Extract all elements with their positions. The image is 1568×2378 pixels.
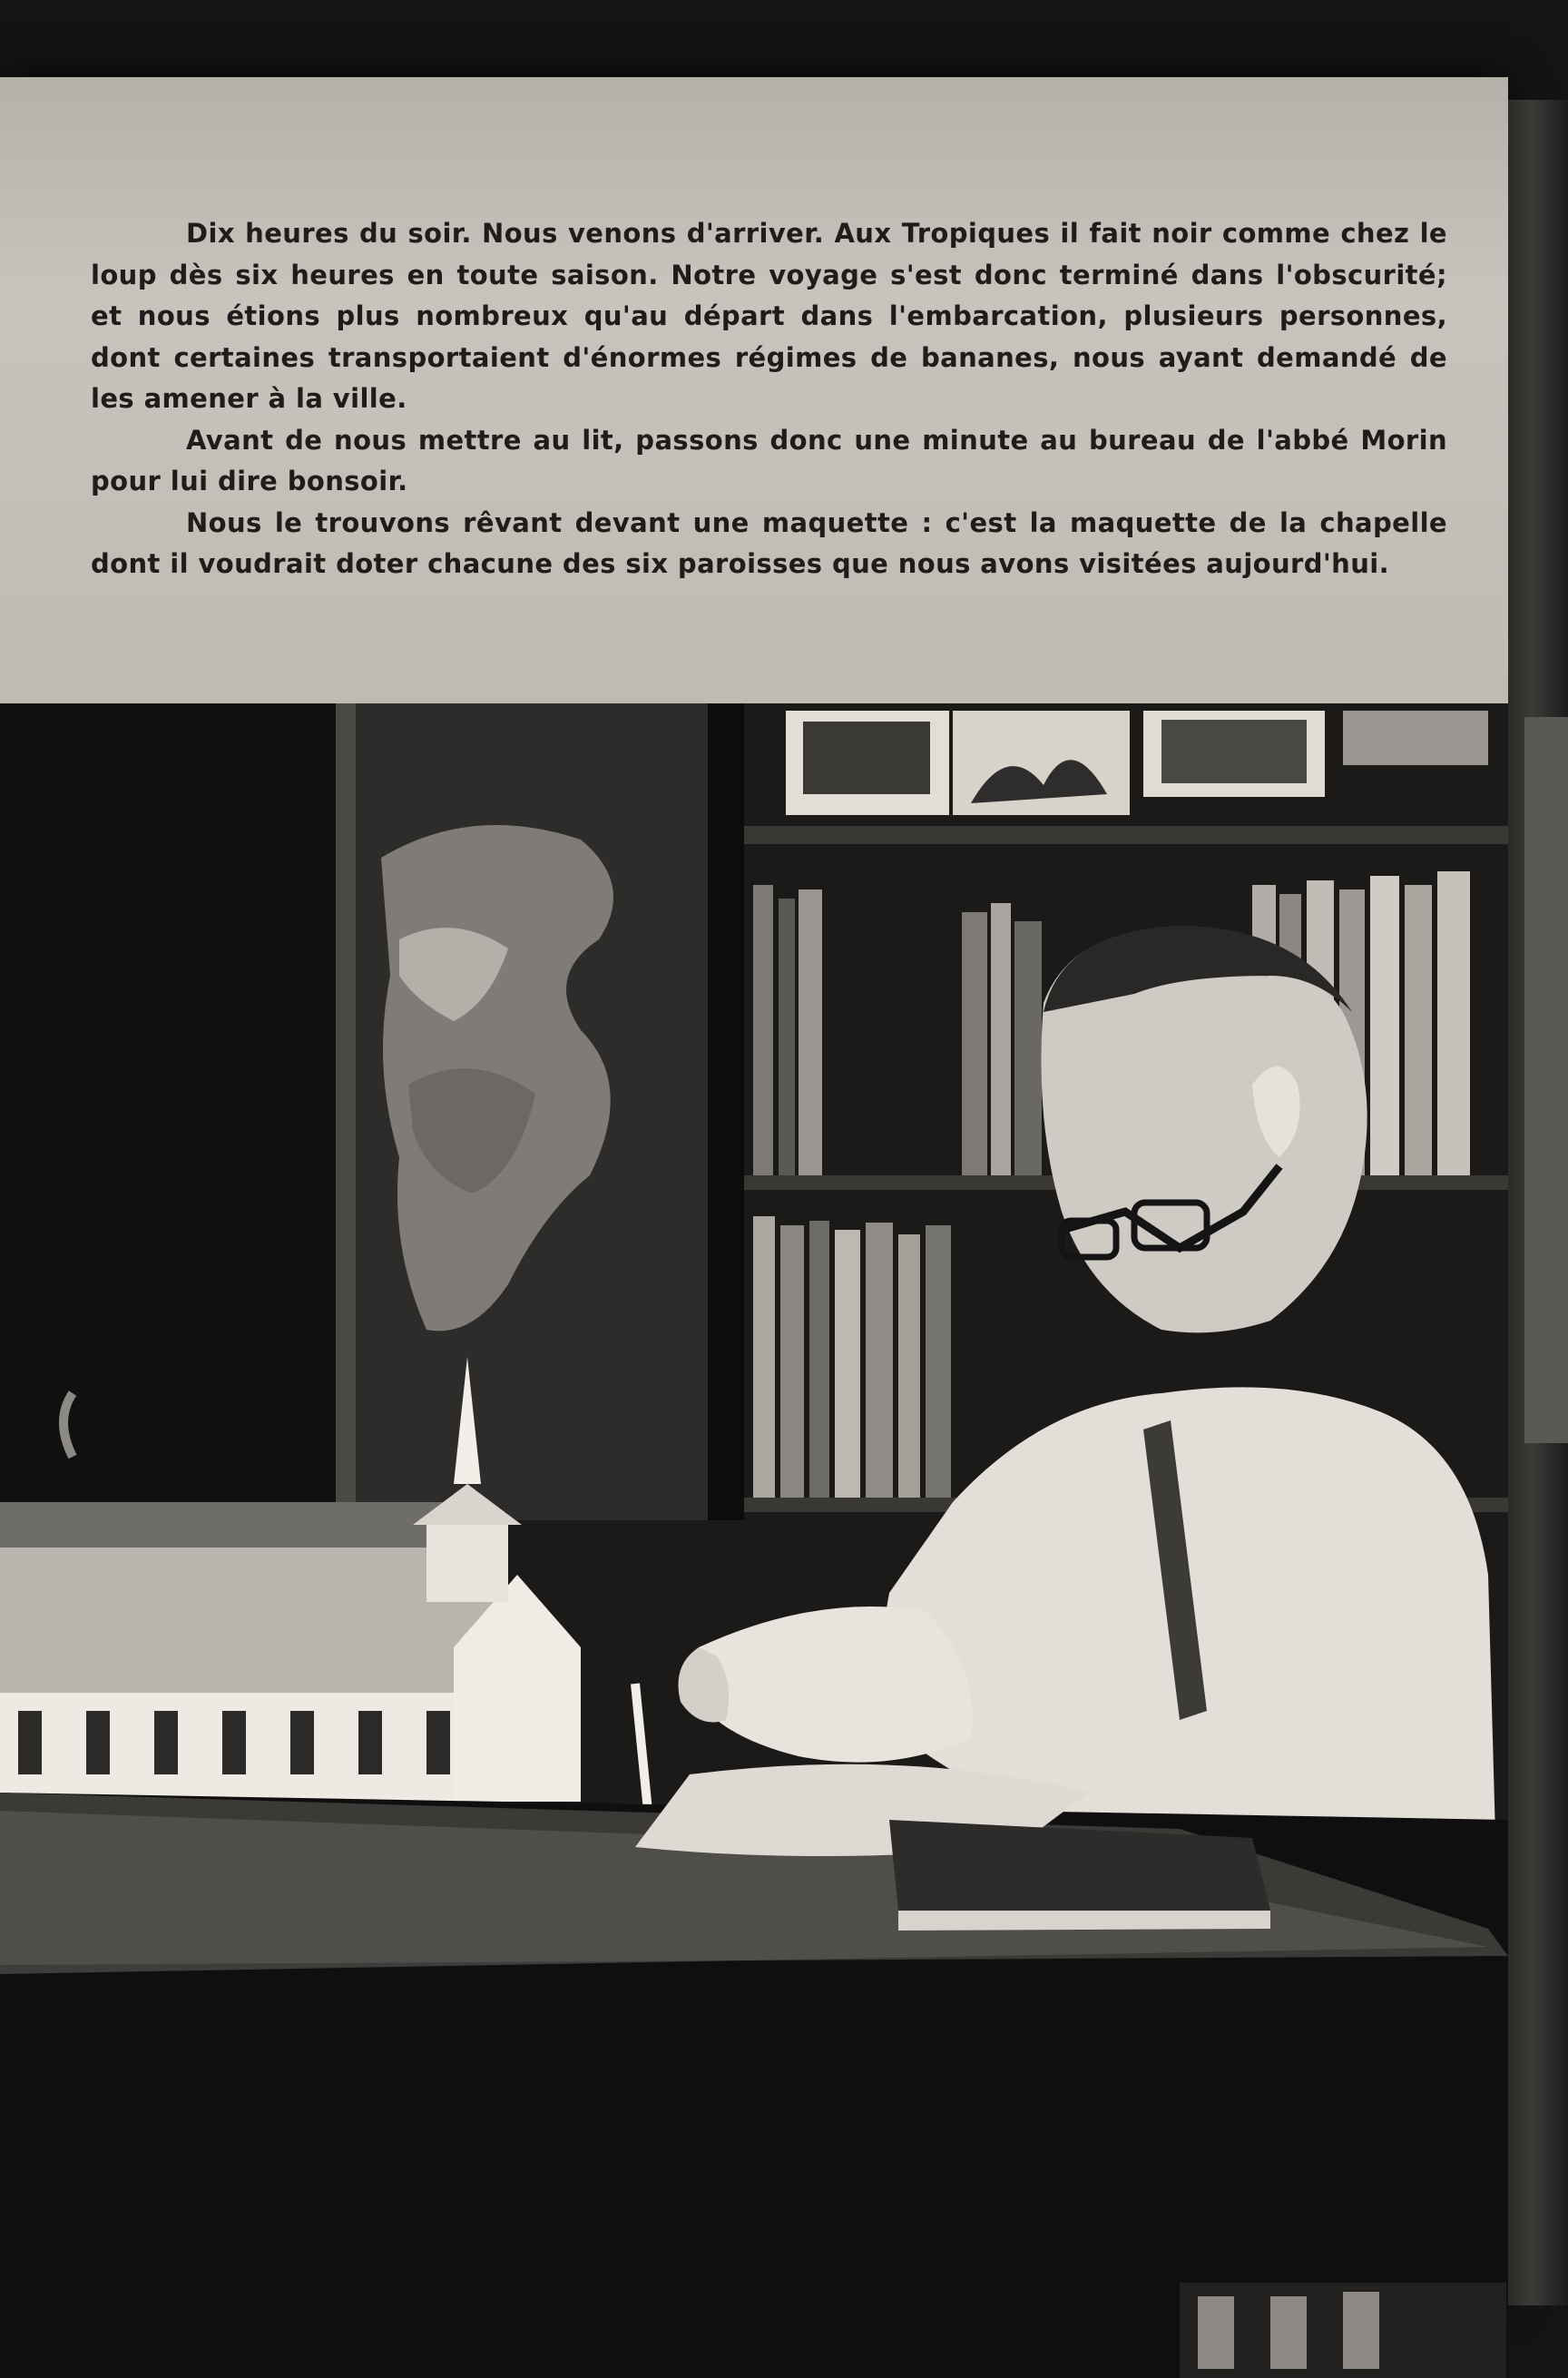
paragraph: Avant de nous mettre au lit, passons donc une minute au bureau de l'abbé Morin pour lui dire bonsoir. [91,424,1447,496]
paragraph: Nous le trouvons rêvant devant une maquette : c'est la maquette de la chapelle dont il voudrait doter chacune des six paroisses que nous avons visitées aujourd'hui. [91,506,1447,579]
article-text-block [0,77,1508,703]
article-body [91,213,1447,585]
magazine-page [0,77,1508,2305]
photo-illustration [0,703,1508,2378]
paragraph: Dix heures du soir. Nous venons d'arriver. Aux Tropiques il fait noir comme chez le loup dès six heures en toute saison. Notre voyage s'est donc terminé dans l'obscurité; et nous étions plus nombreux qu'au départ dans l'embarcation, plusieurs personnes, dont certaines transportaient d'énormes régimes de bananes, nous ayant demandé de les amener à la ville. [91,218,1447,414]
adjacent-page-photo-strip [1524,717,1568,1443]
photograph [0,703,1508,2378]
